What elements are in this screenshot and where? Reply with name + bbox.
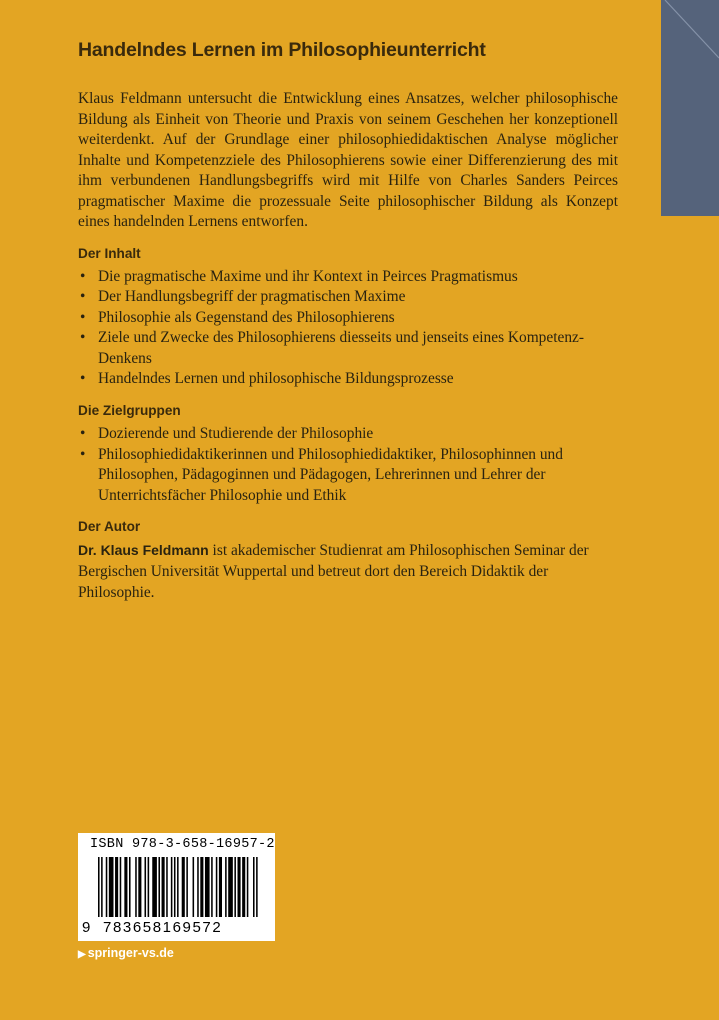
corner-graphic (661, 0, 719, 216)
bullet-icon: • (80, 425, 86, 443)
section-heading-zielgruppen: Die Zielgruppen (78, 403, 181, 419)
isbn-barcode (78, 833, 275, 941)
list-item: • Dozierende und Studierende der Philosophie (78, 424, 618, 445)
back-cover-content (78, 38, 618, 603)
section-heading-inhalt: Der Inhalt (78, 245, 141, 261)
list-item: • Die pragmatische Maxime und ihr Kontext in Peirces Pragmatismus (78, 267, 618, 288)
author-name: Dr. Klaus Feldmann (78, 542, 209, 559)
book-title: Handelndes Lernen im Philosophieunterricht (78, 39, 486, 61)
list-item: • Der Handlungsbegriff der pragmatischen Maxime (78, 287, 618, 308)
arrow-icon: ▶ (78, 949, 86, 960)
author-bio (78, 540, 618, 603)
section-heading-autor: Der Autor (78, 519, 141, 535)
zielgruppen-list (78, 424, 618, 506)
list-item: • Ziele und Zwecke des Philosophierens diesseits und jenseits eines Kompetenz-Denkens (80, 329, 584, 367)
list-item: • Philosophie als Gegenstand des Philosophierens (78, 308, 618, 329)
author-text: ist akademischer Studienrat am Philosophischen Seminar der Bergischen Universität Wuppertal und betreut dort den Bereich Didaktik der Philosophie. (78, 542, 589, 602)
barcode-bars (84, 857, 270, 919)
barcode-digits-rest: 783658169572 (103, 919, 223, 936)
barcode-digit-first: 9 (82, 919, 91, 936)
bullet-icon: • (80, 445, 86, 463)
bullet-icon: • (80, 288, 86, 306)
website-label: springer-vs.de (87, 946, 174, 960)
list-item: • Handelndes Lernen und philosophische Bildungsprozesse (78, 369, 618, 390)
intro-paragraph: Klaus Feldmann untersucht die Entwicklung eines Ansatzes, welcher philosophische Bildung als Einheit von Theorie und Praxis von seinem Geschehen her konzeptionell weiterdenkt. Auf der Grundlage einer philosophiedidaktischen Analyse möglicher Inhalte und Kompetenzziele des Philosophierens sowie einer Differenzierung des mit ihm verbundenen Handlungsbegriffs wird mit Hilfe von Charles Sanders Peirces pragmatischer Maxime die prozessuale Seite philosophischer Bildung als Konzept eines handelnden Lernens entworfen. (78, 90, 618, 230)
bullet-icon: • (80, 329, 86, 347)
inhalt-list (78, 267, 618, 391)
list-item: • Philosophiedidaktikerinnen und Philosophiedidaktiker, Philosophinnen und Philosophen, Pädagoginnen und Pädagogen, Lehrerinnen und Lehrer der Unterrichtsfächer Philosophie und Ethik (80, 445, 563, 504)
isbn-label: ISBN 978-3-658-16957-2 (90, 837, 275, 852)
publisher-website[interactable] (78, 946, 174, 960)
bullet-icon: • (80, 370, 86, 388)
bullet-icon: • (80, 308, 86, 326)
bullet-icon: • (80, 267, 86, 285)
